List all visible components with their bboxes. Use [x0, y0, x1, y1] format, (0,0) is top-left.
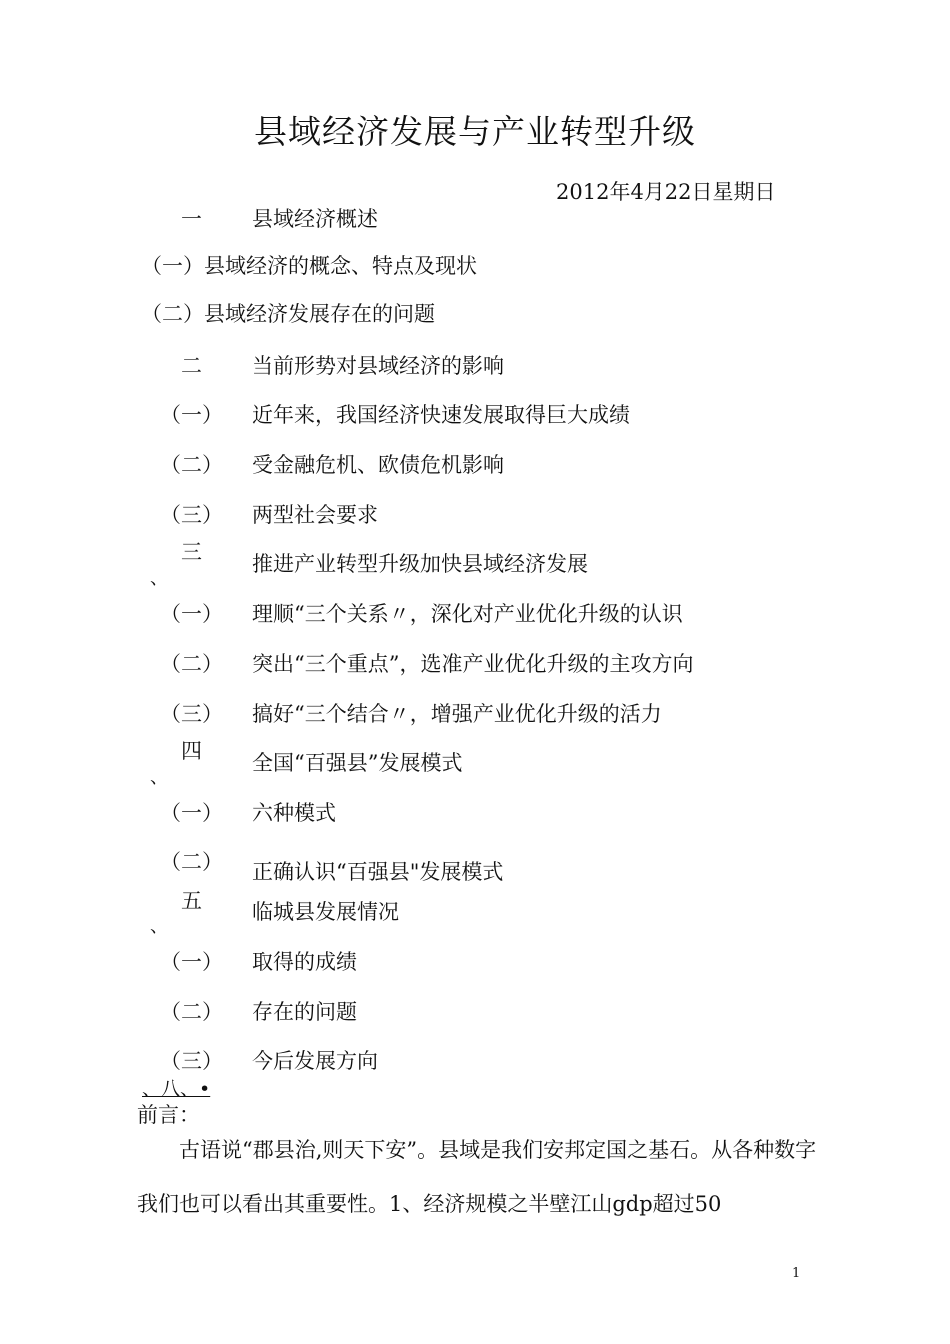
section-4-item-2-number: （二） [160, 850, 223, 874]
section-5-item-1-number: （一） [160, 950, 223, 974]
section-2-title: 当前形势对县域经济的影响 [252, 354, 504, 378]
section-4-title: 全国“百强县”发展模式 [252, 751, 463, 775]
document-date: 2012年4月22日星期日 [556, 180, 776, 204]
preface-heading: 前言： [137, 1103, 200, 1127]
section-1-item-2: （二）县域经济发展存在的问题 [141, 302, 435, 326]
section-3-item-2-number: （二） [160, 652, 223, 676]
section-6-marker: 、八、• [142, 1078, 211, 1100]
section-4-item-2: 正确认识“百强县"发展模式 [252, 860, 504, 884]
section-3-title: 推进产业转型升级加快县域经济发展 [252, 552, 588, 576]
section-3-item-3: 搞好“三个结合〃，增强产业优化升级的活力 [252, 702, 662, 726]
section-1-number: 一 [181, 207, 202, 231]
section-1-item-1: （一）县域经济的概念、特点及现状 [141, 254, 477, 278]
page-number: 1 [792, 1266, 801, 1281]
section-3-item-3-number: （三） [160, 702, 223, 726]
preface-paragraph: 古语说“郡县治,则天下安”。县域是我们安邦定国之基石。从各种数字我们也可以看出其重要性。1、经济规模之半壁江山gdp超过50 [137, 1138, 817, 1216]
section-4-item-1: 六种模式 [252, 801, 336, 825]
section-3-separator: 、 [150, 568, 168, 589]
section-3-number: 三 [181, 540, 202, 564]
document-title: 县域经济发展与产业转型升级 [254, 112, 696, 151]
section-5-item-1: 取得的成绩 [252, 950, 357, 974]
section-2-item-1-number: （一） [160, 403, 223, 427]
section-4-item-1-number: （一） [160, 801, 223, 825]
section-5-number: 五 [181, 889, 202, 913]
section-5-item-3: 今后发展方向 [252, 1049, 378, 1073]
section-4-separator: 、 [150, 767, 168, 788]
section-5-title: 临城县发展情况 [252, 900, 399, 924]
section-2-item-3: 两型社会要求 [252, 503, 378, 527]
section-5-item-3-number: （三） [160, 1049, 223, 1073]
section-2-item-3-number: （三） [160, 503, 223, 527]
section-3-item-1: 理顺“三个关系〃，深化对产业优化升级的认识 [252, 602, 683, 626]
section-2-number: 二 [181, 354, 202, 378]
section-5-item-2-number: （二） [160, 1000, 223, 1024]
section-4-number: 四 [181, 739, 202, 763]
section-2-item-2: 受金融危机、欧债危机影响 [252, 453, 504, 477]
section-5-item-2: 存在的问题 [252, 1000, 357, 1024]
section-3-item-1-number: （一） [160, 602, 223, 626]
section-3-item-2: 突出“三个重点”，选准产业优化升级的主攻方向 [252, 652, 694, 676]
section-2-item-1: 近年来，我国经济快速发展取得巨大成绩 [252, 403, 630, 427]
section-1-title: 县域经济概述 [252, 207, 378, 231]
section-2-item-2-number: （二） [160, 453, 223, 477]
section-5-separator: 、 [150, 916, 168, 937]
